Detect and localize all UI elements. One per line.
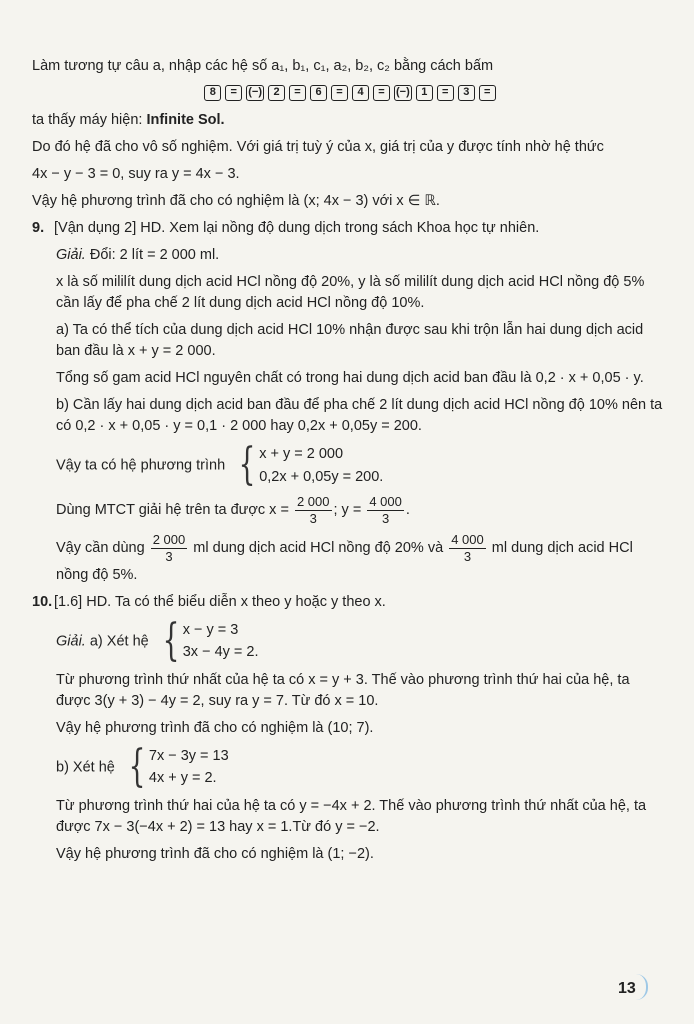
q9-mtct: Dùng MTCT giải hệ trên ta được x = $\frac{2 000}{3}$ ; y = $\frac{4 000}{3}$ . (56, 494, 410, 526)
q10-part-a-1: Từ phương trình thứ nhất của hệ ta có x = y + 3. Thế vào phương trình thứ hai của hệ, ta được 3(y + 3) − 4y = 2, suy ra y = 7. Từ đó x = 10. (56, 671, 630, 709)
calculator-key-13: = (479, 85, 496, 101)
infinite-solution-conclusion: Vậy hệ phương trình đã cho có nghiệm là (x; 4x − 3) với x ∈ ℝ. (32, 193, 440, 210)
q10-part-b-1: Từ phương trình thứ hai của hệ ta có y = −4x + 2. Thế vào phương trình thứ nhất của hệ, ta được 7x − 3(−4x + 2) = 13 hay x = 1.Từ đó y = −2. (56, 797, 647, 835)
q10-part-a-system: Giải. a) Xét hệ { x − y = 3 3x − 4y = 2. (56, 614, 259, 666)
equation-system: { 7x − 3y = 13 4x + y = 2. (128, 740, 229, 792)
equation-system: { x − y = 3 3x − 4y = 2. (162, 614, 259, 666)
calculator-key-1: = (225, 85, 242, 101)
calculator-key-9: (−) (394, 85, 412, 101)
calculator-key-6: = (331, 85, 348, 101)
fraction-5pct: $\frac{4 000}{3}$ (451, 532, 484, 564)
q10-part-b-2: Vậy hệ phương trình đã cho có nghiệm là (1; −2). (56, 845, 374, 862)
calculator-key-10: 1 (416, 85, 433, 101)
calculator-key-11: = (437, 85, 454, 101)
q9-part-a-2: Tổng số gam acid HCl nguyên chất có trong hai dung dịch acid ban đầu là 0,2 · x + 0,05 · y. (56, 370, 644, 387)
q9-part-b-1: b) Cần lấy hai dung dịch acid ban đầu để pha chế 2 lít dung dịch acid HCl nồng độ 10% nên ta có 0,2 · x + 0,05 · y = 0,1 · 2 000 hay 0,2x + 0,05y = 200. (56, 397, 663, 435)
q9-header: 9. [Vận dụng 2] HD. Xem lại nồng độ dung dịch trong sách Khoa học tự nhiên. (32, 218, 668, 239)
page-content (32, 56, 668, 871)
q9-conclusion: Vậy cần dùng $\frac{2 000}{3}$ ml dung dịch acid HCl nồng độ 20% và $\frac{4 000}{3}$ ml dung dịch acid HCl nồng độ 5%. (56, 532, 633, 583)
q10-part-a-2: Vậy hệ phương trình đã cho có nghiệm là (10; 7). (56, 719, 374, 736)
q9-giai: Giải. Đổi: 2 lít = 2 000 ml. (56, 247, 220, 264)
page-number-decoration (636, 974, 648, 1000)
calculator-key-3: 2 (268, 85, 285, 101)
calculator-key-12: 3 (458, 85, 475, 101)
equation-system: { x + y = 2 000 0,2x + 0,05y = 200. (238, 439, 384, 491)
result-value: Infinite Sol. (146, 112, 225, 129)
calculator-key-0: 8 (204, 85, 221, 101)
calculator-key-4: = (289, 85, 306, 101)
fraction-x: $\frac{2 000}{3}$ (296, 494, 330, 526)
infinite-solution-line-2: 4x − y − 3 = 0, suy ra y = 4x − 3. (32, 166, 240, 183)
calculator-key-7: 4 (352, 85, 369, 101)
calculator-key-5: 6 (310, 85, 327, 101)
fraction-20pct: $\frac{2 000}{3}$ (152, 532, 186, 564)
q9-system: Vậy ta có hệ phương trình { x + y = 2 000 0,2x + 0,05y = 200. (56, 439, 384, 491)
calculator-key-2: (−) (246, 85, 264, 101)
result-line: ta thấy máy hiện: Infinite Sol. (32, 112, 225, 129)
fraction-y: $\frac{4 000}{3}$ (369, 494, 402, 526)
q10-part-b-system: b) Xét hệ { 7x − 3y = 13 4x + y = 2. (56, 740, 229, 792)
q9-number: 9. (32, 220, 45, 237)
intro-line: Làm tương tự câu a, nhập các hệ số a₁, b₁, c₁, a₂, b₂, c₂ bằng cách bấm (32, 58, 494, 74)
calculator-key-8: = (373, 85, 390, 101)
calculator-key-sequence (32, 83, 668, 104)
q9-intro: x là số mililít dung dịch acid HCl nồng độ 20%, y là số mililít dung dịch acid HCl nồng độ 5% cần lấy để pha chế 2 lít dung dịch acid HCl nồng độ 10%. (56, 274, 645, 312)
page-number: 13 (618, 980, 636, 997)
infinite-solution-line-1: Do đó hệ đã cho vô số nghiệm. Với giá trị tuỳ ý của x, giá trị của y được tính nhờ hệ thức (32, 139, 604, 156)
q9-part-a-1: a) Ta có thể tích của dung dịch acid HCl 10% nhận được sau khi trộn lẫn hai dung dịch acid ban đầu là x + y = 2 000. (56, 322, 644, 360)
q10-number: 10. (32, 593, 53, 610)
q10-header: 10. [1.6] HD. Ta có thể biểu diễn x theo y hoặc y theo x. (32, 592, 668, 613)
